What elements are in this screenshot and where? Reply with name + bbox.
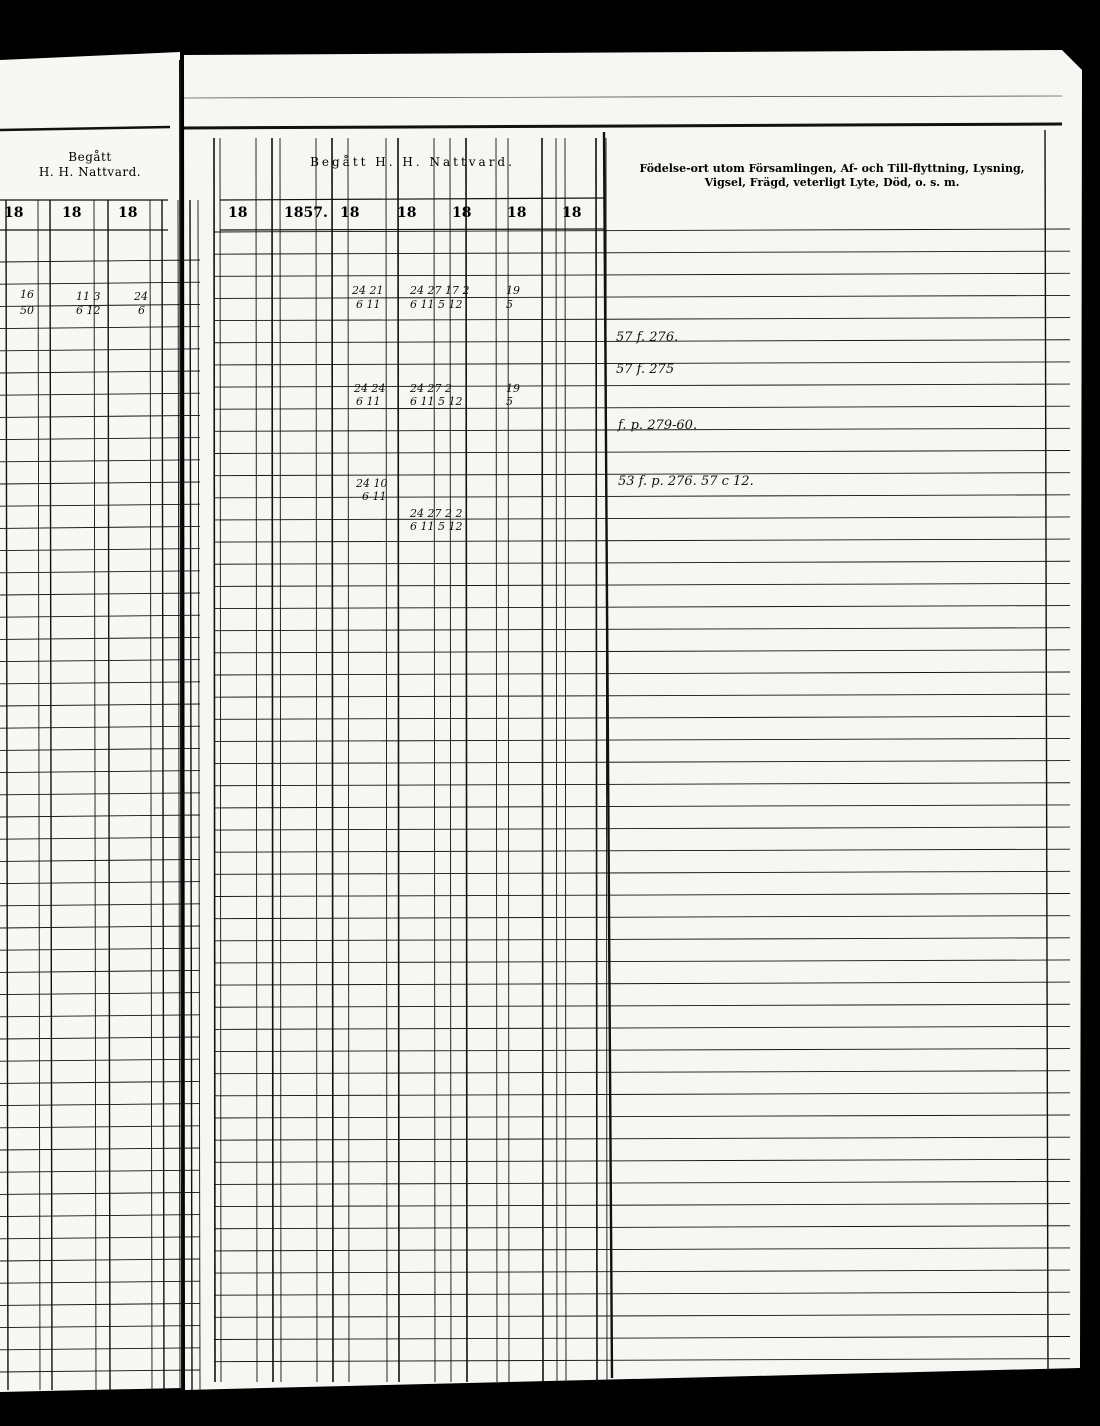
- communion-col-rule: [214, 138, 215, 1382]
- communion-entry: 5: [506, 395, 513, 408]
- left-page: [0, 52, 182, 1392]
- left-header-line1: Begått: [68, 150, 112, 164]
- remarks-entry: f. p. 279-60.: [618, 418, 698, 433]
- left-year-1: 18: [4, 205, 24, 221]
- left-entry: 6: [138, 304, 145, 317]
- remarks-entry: 57 f. 276.: [616, 330, 679, 345]
- communion-entry: 24 21: [352, 284, 384, 297]
- year-col-1: 18: [228, 205, 248, 221]
- year-col-7: 18: [562, 205, 582, 221]
- year-col-2: 1857.: [284, 205, 328, 221]
- left-entry: 50: [20, 304, 34, 317]
- left-entry: 24: [134, 290, 148, 303]
- year-col-4: 18: [397, 205, 417, 221]
- communion-entry: 6 11 5 12: [410, 395, 463, 408]
- communion-entry: 6 11: [356, 395, 381, 408]
- communion-col-rule: [332, 138, 333, 1382]
- left-entry: 11 3: [76, 290, 101, 303]
- communion-entry: 6 11: [356, 298, 381, 311]
- remarks-header: [612, 162, 1052, 190]
- left-year-3: 18: [118, 205, 138, 221]
- communion-entry: 24 27 2: [410, 382, 452, 395]
- communion-entry: 24 27 2 2: [410, 507, 463, 520]
- left-year-2: 18: [62, 205, 82, 221]
- year-col-3: 18: [340, 205, 360, 221]
- remarks-entry: 53 f. p. 276. 57 c 12.: [618, 474, 754, 489]
- communion-header: Begått H. H. Nattvard.: [310, 155, 515, 169]
- communion-entry: 24 24: [354, 382, 386, 395]
- communion-entry: 6 11: [362, 490, 387, 503]
- communion-col-rule: [542, 138, 543, 1382]
- communion-entry: 19: [506, 382, 520, 395]
- communion-col-rule: [596, 138, 597, 1382]
- communion-entry: 19: [506, 284, 520, 297]
- communion-entry: 6 11 5 12: [410, 520, 463, 533]
- year-col-5: 18: [452, 205, 472, 221]
- communion-col-rule: [466, 138, 467, 1382]
- remarks-entry: 57 f. 275: [616, 362, 675, 377]
- right-page: [184, 50, 1082, 1390]
- left-entry: 16: [20, 288, 34, 301]
- left-entry: 6 12: [76, 304, 101, 317]
- communion-entry: 6 11 5 12: [410, 298, 463, 311]
- remarks-header-line1: Födelse-ort utom Församlingen, Af- och Till-flyttning, Lysning,: [639, 162, 1025, 175]
- communion-col-rule: [272, 138, 273, 1382]
- year-col-6: 18: [507, 205, 527, 221]
- communion-entry: 5: [506, 298, 513, 311]
- communion-col-rule: [398, 138, 399, 1382]
- communion-entry: 24 27 17 2: [410, 284, 470, 297]
- left-header-line2: H. H. Nattvard.: [38, 165, 142, 179]
- communion-entry: 24 10: [356, 477, 388, 490]
- left-communion-header: [20, 150, 160, 180]
- remarks-header-line2: Vigsel, Frägd, veterligt Lyte, Död, o. s. m.: [704, 175, 960, 189]
